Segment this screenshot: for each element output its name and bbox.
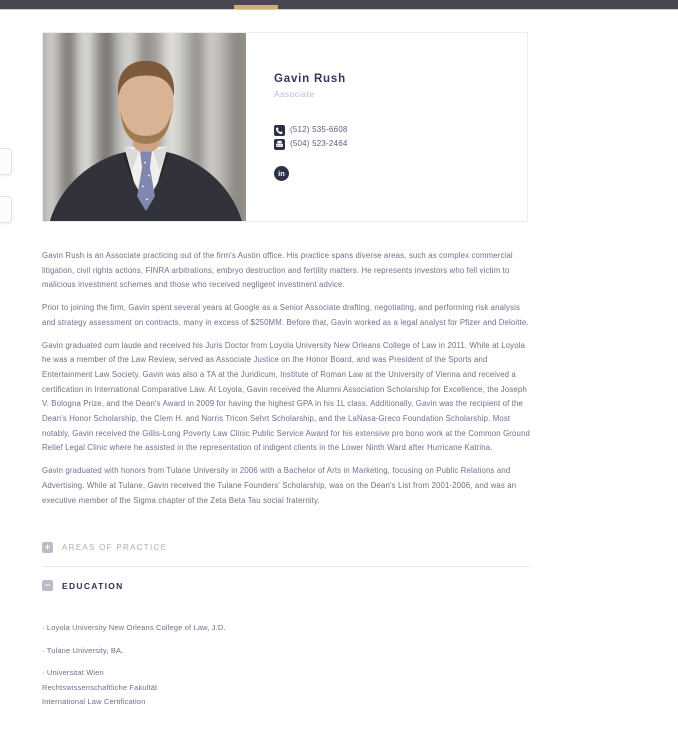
accordion-header-education[interactable] <box>42 580 530 591</box>
bio-paragraph: Gavin graduated with honors from Tulane University in 2006 with a Bachelor of Arts in Marketing, focusing on Public Relations and Advertising. While at Tulane, Gavin received the Tulane Founders' Scholarship, was on the Dean's List from 2001-2006, and was an executive member of the Sigma chapter of the Zeta Beta Tau social fraternity. <box>42 466 517 505</box>
education-list <box>42 621 530 710</box>
attorney-photo <box>43 33 246 221</box>
share-rail <box>0 148 12 244</box>
share-button[interactable] <box>0 148 12 175</box>
biography <box>42 249 530 508</box>
phone-icon <box>274 125 285 136</box>
attorney-name: Gavin Rush <box>274 73 346 85</box>
section-divider <box>42 566 530 567</box>
share-button[interactable] <box>0 196 12 223</box>
attorney-profile-page <box>42 32 528 718</box>
education-item: · Tulane University, BA. <box>42 645 124 655</box>
attorney-portrait <box>43 33 246 221</box>
bio-paragraph: Prior to joining the firm, Gavin spent several years at Google as a Senior Associate drafting, negotiating, and performing risk analysis and strategy assessment on contracts, many in excess of $250MM. Before that, Gavin worked as a legal analyst for Pfizer and Deloitte. <box>42 303 529 327</box>
fax-icon <box>274 139 285 150</box>
bio-paragraph: Gavin Rush is an Associate practicing out of the firm's Austin office. His practice spans diverse areas, such as complex commercial litigation, civil rights actions, FINRA arbitrations, embryo destruction and fertility matters. He represents investors who fell victim to malicious investment schemes and those who received negligent investment advice. <box>42 251 513 290</box>
top-nav-bar <box>0 0 678 10</box>
accordion-header-areas-of-practice[interactable] <box>42 542 530 553</box>
phone-number[interactable]: (512) 535-6608 <box>290 125 348 134</box>
education-item: · Loyola University New Orleans College of Law, J.D. <box>42 623 226 633</box>
section-label: EDUCATION <box>62 580 124 591</box>
attorney-title: Associate <box>274 89 315 99</box>
profile-info-panel <box>246 33 527 221</box>
contact-block <box>274 123 527 151</box>
active-nav-underline <box>234 5 278 9</box>
fax-number: (504) 523-2464 <box>290 139 348 148</box>
bio-paragraph: Gavin graduated cum laude and received his Juris Doctor from Loyola University New Orleans College of Law in 2011. While at Loyola he was a member of the Law Review, served as Associate Justice on the Honor Board, and was President of the Sports and Entertainment Law Society. Gavin was also a TA at the Juridicum, Institute of Roman Law at the University of Vienna and received a certification in International Comparative Law. At Loyola, Gavin received the Alumni Association Scholarship for Excellence, the Joseph V. Bologna Prize, and the Dean's Award in 2009 for having the highest GPA in his 1L class. Additionally, Gavin was the recipient of the Dean's Honor Scholarship, the Clem H. and Norris Tricon Sehrt Scholarship, and the LaNasa-Greco Foundation Scholarship. Most notably, Gavin received the Gillis-Long Poverty Law Clinic Public Service Award for his extensive pro bono work at the Common Ground Relief Legal Clinic where he assisted in the representation of indigent clients in the Lower Ninth Ward after Hurricane Katrina. <box>42 340 530 453</box>
education-item: · Universitat Wien Rechtswissenschaftliche Fakultät International Law Certification <box>42 668 158 707</box>
section-label: AREAS OF PRACTICE <box>62 543 168 553</box>
accordion <box>42 542 530 710</box>
plus-icon: + <box>42 542 53 553</box>
linkedin-icon[interactable]: in <box>274 166 289 181</box>
minus-icon: − <box>42 580 53 591</box>
profile-card <box>42 32 528 222</box>
